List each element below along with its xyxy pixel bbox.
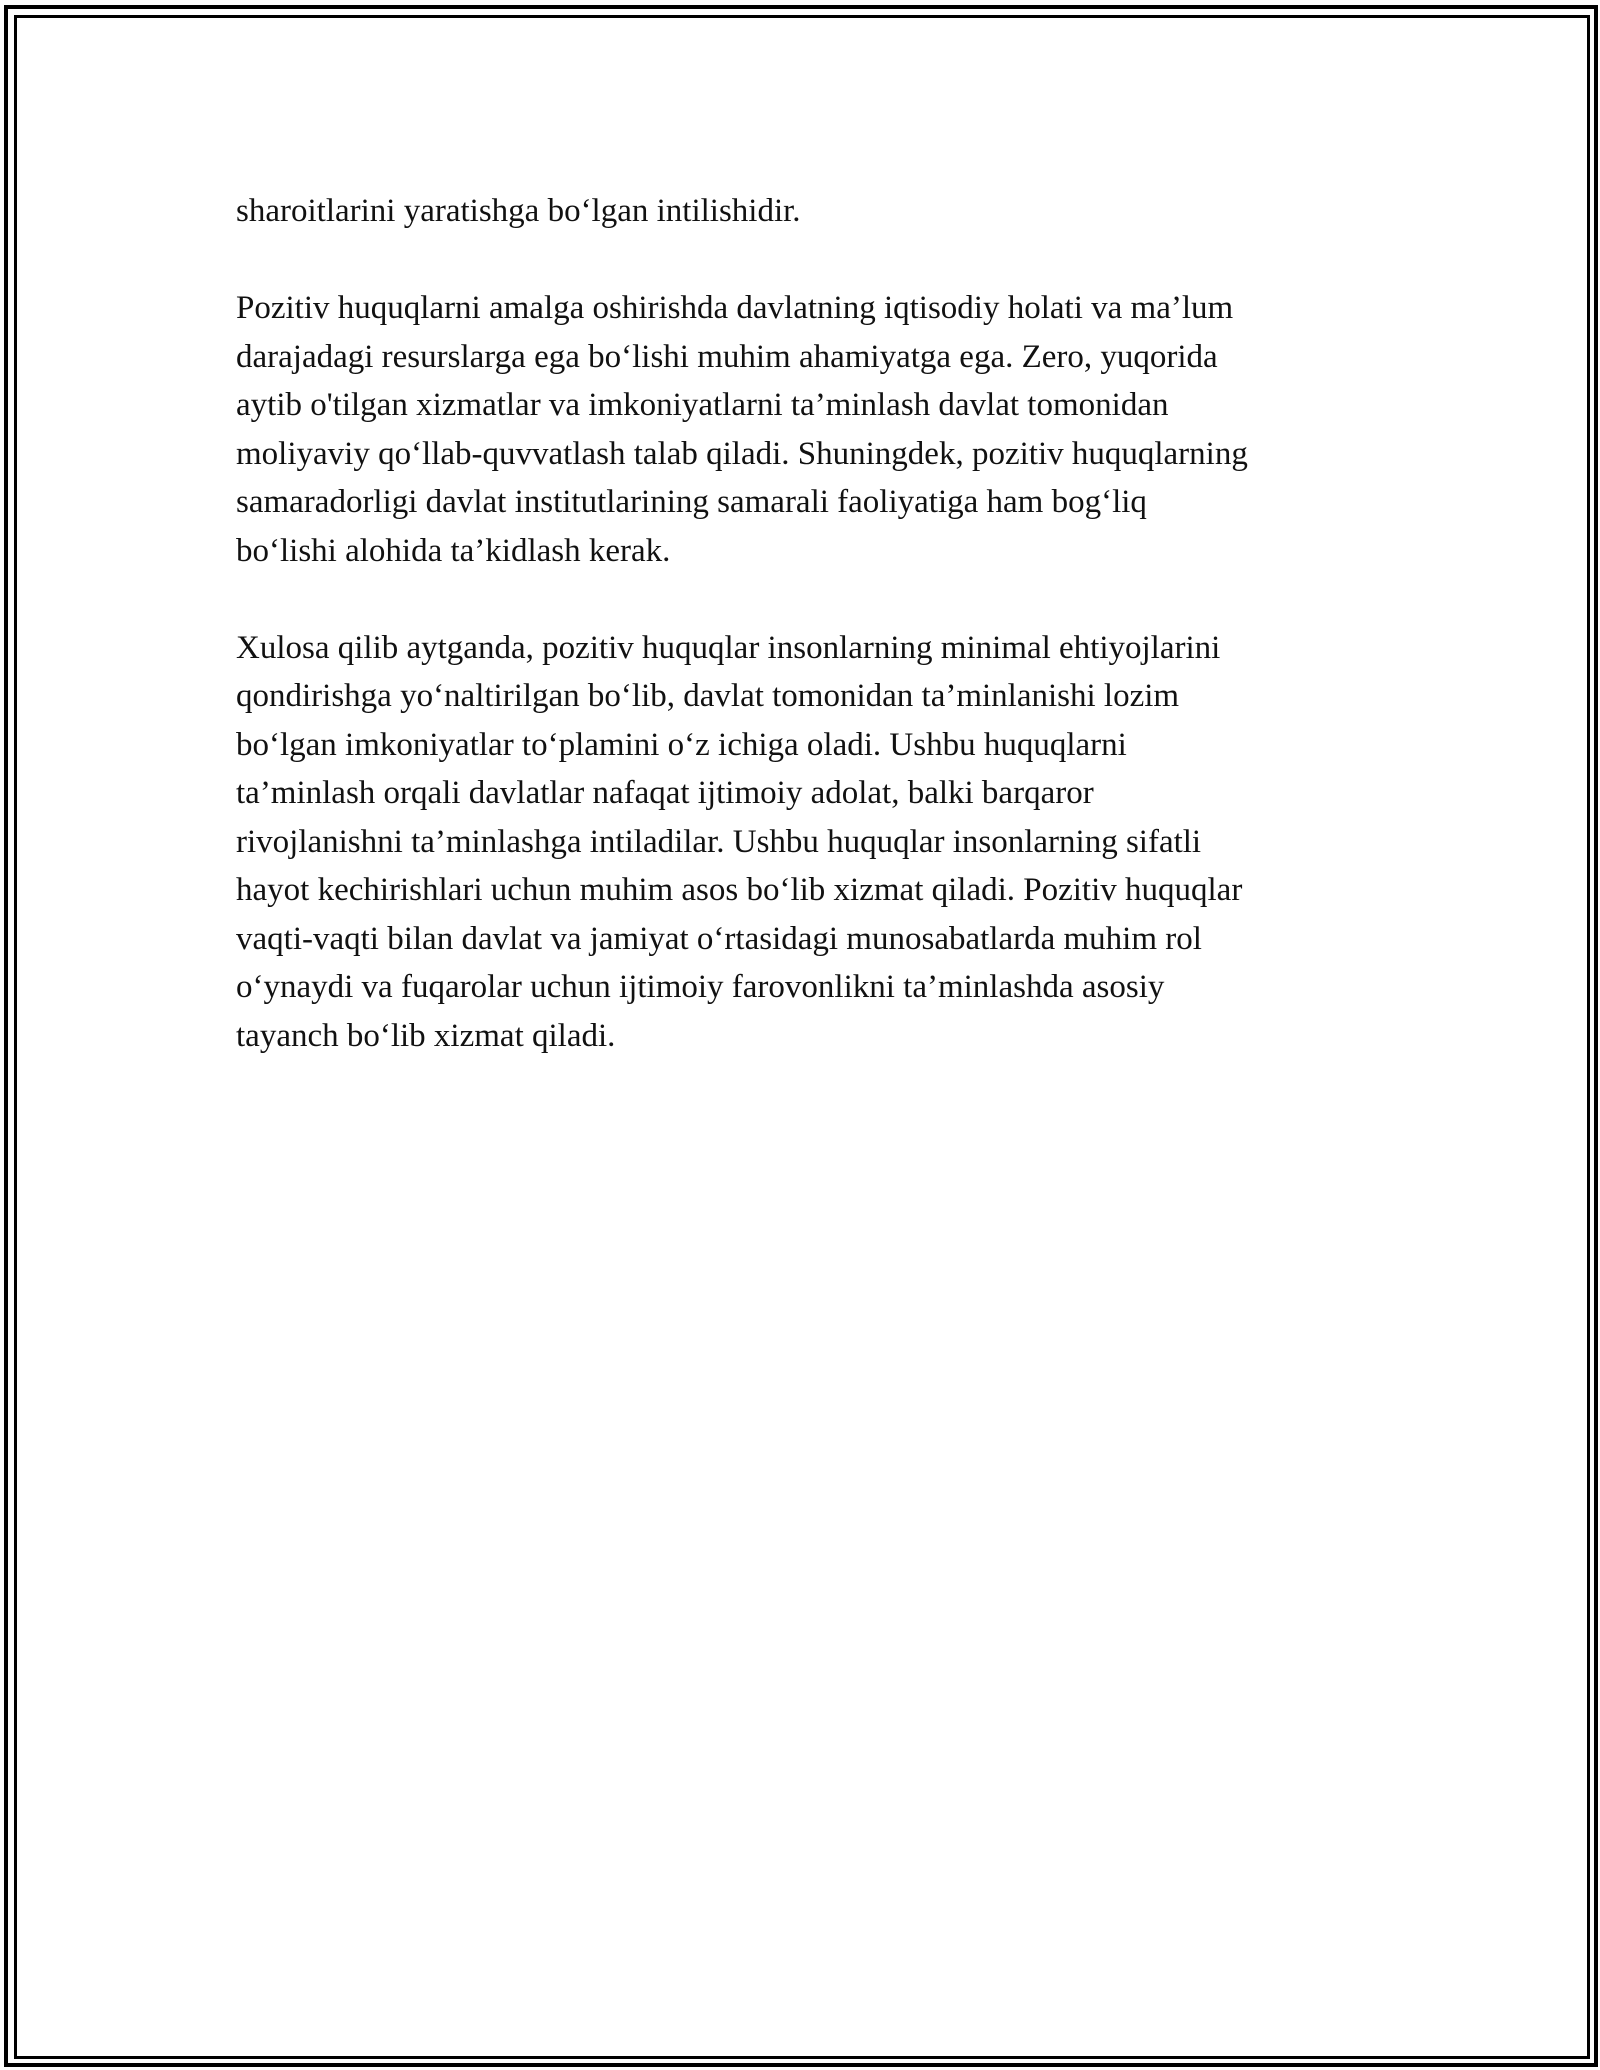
paragraph-3 [236,624,1376,1061]
text-line: o‘ynaydi va fuqarolar uchun ijtimoiy farovonlikni ta’minlashda asosiy [236,969,1165,1005]
text-line: bo‘lgan imkoniyatlar to‘plamini o‘z ichiga oladi. Ushbu huquqlarni [236,726,1127,763]
text-line: moliyaviy qo‘llab-quvvatlash talab qiladi. Shuningdek, pozitiv huquqlarning [236,435,1248,472]
text-line: Pozitiv huquqlarni amalga oshirishda davlatning iqtisodiy holati va ma’lum [236,290,1234,326]
text-line: tayanch bo‘lib xizmat qiladi. [236,1017,616,1054]
paragraph-2 [236,284,1376,575]
text-line: qondirishga yo‘naltirilgan bo‘lib, davlat tomonidan ta’minlanishi lozim [236,678,1180,714]
text-line: sharoitlarini yaratishga bo‘lgan intilishidir. [236,193,801,229]
text-line: vaqti-vaqti bilan davlat va jamiyat o‘rtasidagi munosabatlarda muhim rol [236,920,1202,957]
paragraph-1 [236,187,1376,236]
text-line: darajadagi resurslarga ega bo‘lishi muhim ahamiyatga ega. Zero, yuqorida [236,338,1218,375]
text-line: bo‘lishi alohida ta’kidlash kerak. [236,532,671,569]
text-line: aytib o'tilgan xizmatlar va imkoniyatlarni ta’minlash davlat tomonidan [236,387,1169,423]
text-line: hayot kechirishlari uchun muhim asos bo‘lib xizmat qiladi. Pozitiv huquqlar [236,872,1243,908]
text-line: Xulosa qilib aytganda, pozitiv huquqlar insonlarning minimal ehtiyojlarini [236,629,1221,666]
text-line: ta’minlash orqali davlatlar nafaqat ijtimoiy adolat, balki barqaror [236,775,1094,811]
text-line: rivojlanishni ta’minlashga intiladilar. Ushbu huquqlar insonlarning sifatli [236,823,1202,860]
document-body [236,187,1376,1109]
text-line: samaradorligi davlat institutlarining samarali faoliyatiga ham bog‘liq [236,484,1147,520]
